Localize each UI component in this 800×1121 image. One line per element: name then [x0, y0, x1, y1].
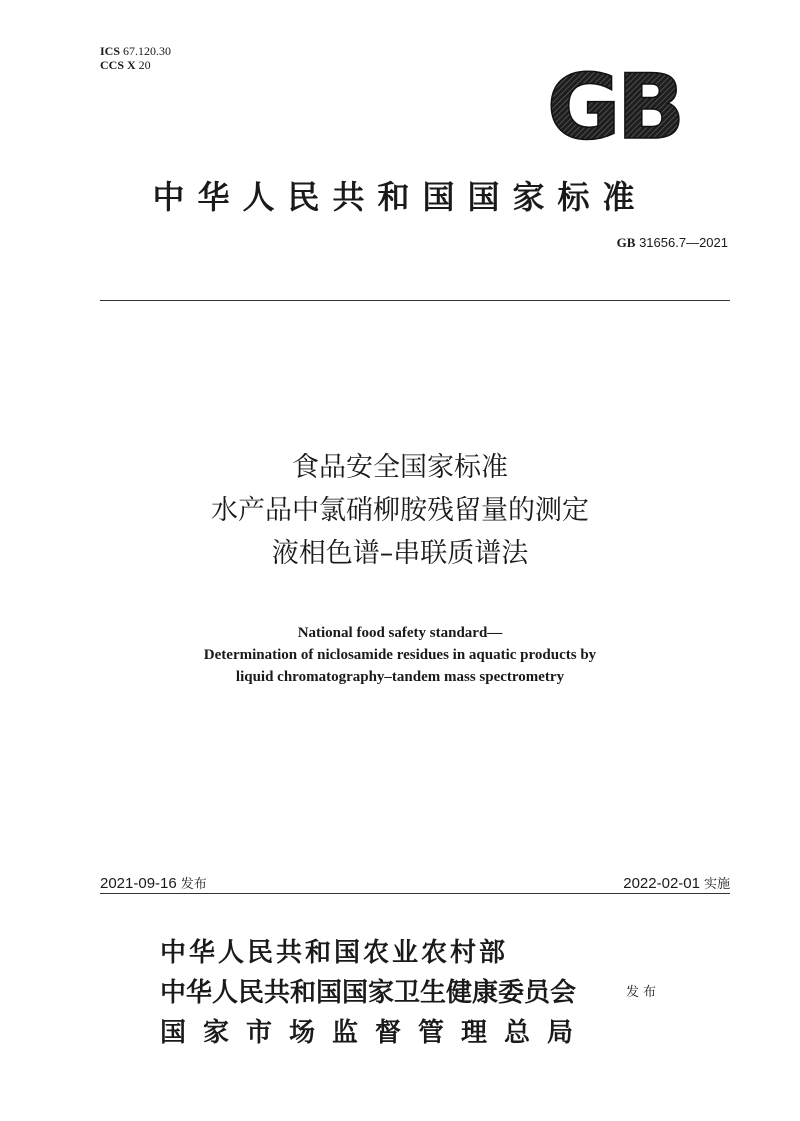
- chinese-title-line-1: 食品安全国家标准: [292, 452, 508, 483]
- issue-date-value: 2021‑09‑16: [100, 875, 177, 892]
- chinese-title-line-2: 水产品中氯硝柳胺残留量的测定: [211, 495, 589, 526]
- effective-date-label: 实施: [703, 877, 730, 892]
- effective-date: [623, 873, 730, 892]
- issue-date: [100, 873, 207, 892]
- national-standard-title: 中华人民共和国国家标准: [152, 178, 648, 216]
- effective-date-value: 2022‑02‑01: [623, 875, 700, 892]
- english-title-line-1: National food safety standard—: [297, 625, 503, 641]
- chinese-title-line-3: 液相色谱–串联质谱法: [271, 538, 529, 569]
- issuer-market-regulation: 国家市场监督管理总局: [160, 1018, 591, 1048]
- english-title-line-2: Determination of niclosamide residues in aquatic products by: [203, 647, 597, 663]
- english-title-line-3: liquid chromatography–tandem mass spectrometry: [235, 669, 565, 685]
- bottom-divider: [100, 893, 730, 894]
- issuer-health-commission: 中华人民共和国国家卫生健康委员会: [160, 978, 577, 1008]
- issuer-ministry-agriculture: 中华人民共和国农业农村部: [160, 938, 509, 968]
- ccs-code: CCS X 20: [100, 58, 151, 72]
- standard-number: [617, 235, 728, 251]
- top-divider: [100, 300, 730, 301]
- issue-date-label: 发布: [180, 877, 207, 892]
- english-title: [0, 622, 800, 688]
- classification-codes: [100, 44, 171, 72]
- standard-code: 31656.7—2021: [639, 235, 728, 250]
- ics-code: ICS 67.120.30: [100, 44, 172, 58]
- gb-logo-text: GB: [546, 66, 682, 146]
- publish-label: 发布: [626, 985, 661, 1000]
- chinese-title: [0, 446, 800, 575]
- gb-logo: [538, 66, 690, 146]
- standard-prefix: GB: [616, 235, 636, 250]
